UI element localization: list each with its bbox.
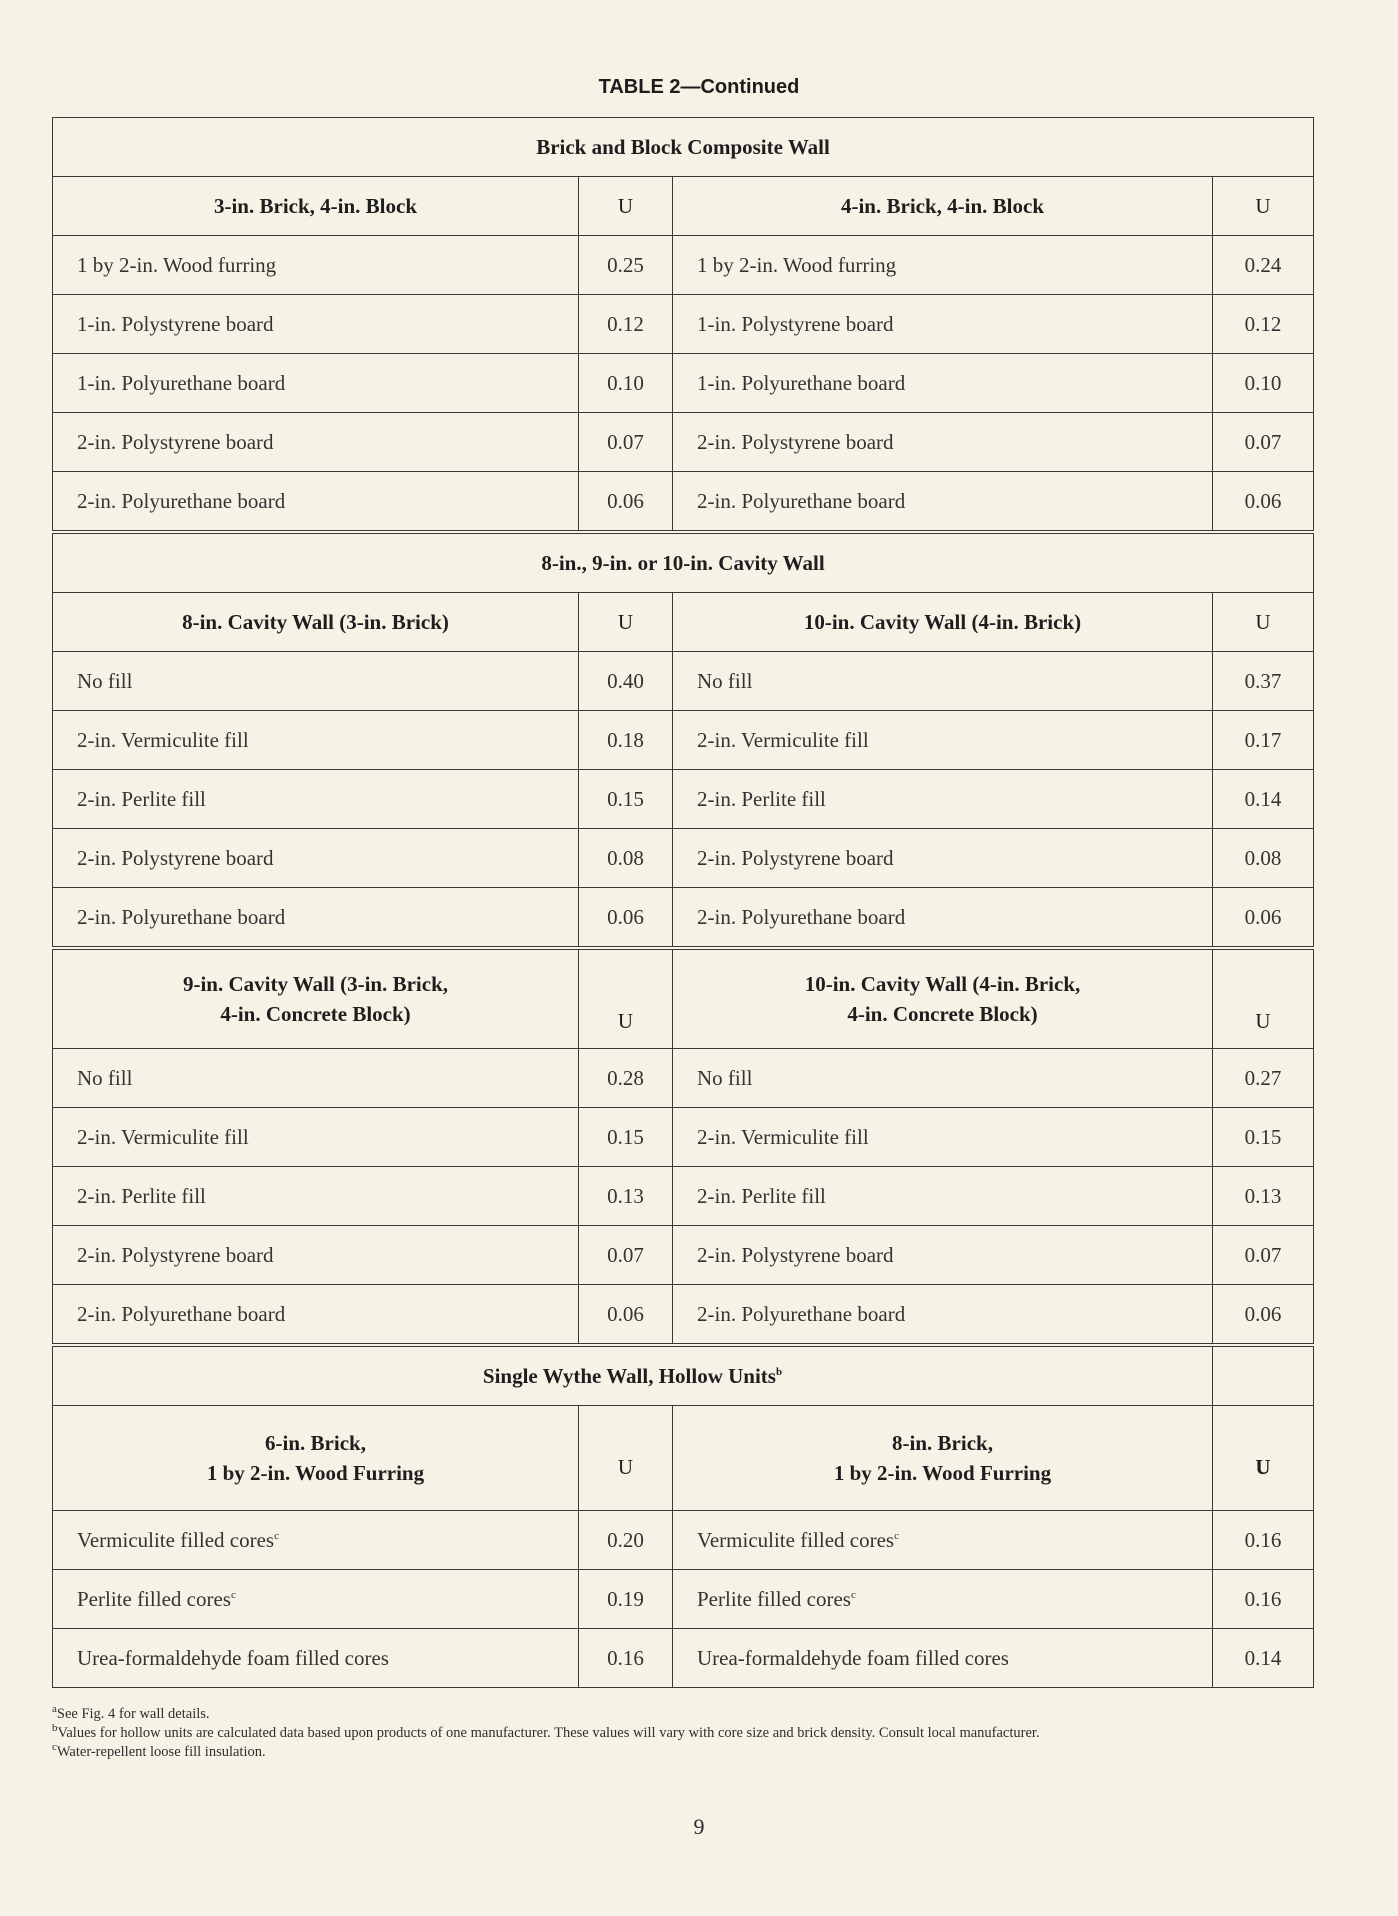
section-title-row [53, 118, 1314, 177]
column-header-row [53, 593, 1314, 652]
right-u-value: 0.12 [1213, 295, 1314, 354]
right-u-value: 0.06 [1213, 888, 1314, 949]
table-row [53, 1629, 1314, 1688]
label-text: Urea-formaldehyde foam filled cores [77, 1645, 389, 1670]
column-header-row [53, 177, 1314, 236]
right-label: 2-in. Vermiculite fill [673, 1108, 1213, 1167]
header-line: 9-in. Cavity Wall (3-in. Brick, [182, 972, 449, 996]
left-column-header: 3-in. Brick, 4-in. Block [53, 177, 579, 236]
table-row [53, 472, 1314, 533]
left-u-value: 0.13 [579, 1167, 673, 1226]
table-row [53, 1167, 1314, 1226]
label-text: Perlite filled cores [77, 1586, 231, 1611]
header-line: 8-in. Brick, [892, 1431, 993, 1455]
left-u-value: 0.40 [579, 652, 673, 711]
left-label: 2-in. Polystyrene board [53, 1226, 579, 1285]
left-u-value: 0.28 [579, 1049, 673, 1108]
right-label: 2-in. Polyurethane board [673, 888, 1213, 949]
page-number: 9 [693, 1814, 705, 1839]
right-u-value: 0.14 [1213, 770, 1314, 829]
table-row [53, 711, 1314, 770]
left-u-value: 0.07 [579, 1226, 673, 1285]
right-label: 1-in. Polyurethane board [673, 354, 1213, 413]
left-label: 1-in. Polystyrene board [53, 295, 579, 354]
footnotes [52, 1705, 1322, 1762]
right-label [673, 1511, 1213, 1570]
left-u-value: 0.08 [579, 829, 673, 888]
footnote-text: Values for hollow units are calculated data based upon products of one manufacturer. These values will vary with core size and brick density. Consult local manufacturer. [57, 1725, 1040, 1741]
label-text: Vermiculite filled cores [77, 1527, 275, 1552]
left-u-value: 0.07 [579, 413, 673, 472]
right-label: 2-in. Polyurethane board [673, 472, 1213, 533]
left-u-value: 0.10 [579, 354, 673, 413]
left-u-value: 0.06 [579, 472, 673, 533]
right-u-value: 0.07 [1213, 413, 1314, 472]
left-u-value: 0.15 [579, 770, 673, 829]
footnote [52, 1705, 1322, 1723]
left-label: 1-in. Polyurethane board [53, 354, 579, 413]
footnote-ref: c [230, 1588, 236, 1601]
footnote-mark: b [52, 1722, 58, 1735]
footnote [52, 1743, 1322, 1761]
right-column-header: 10-in. Cavity Wall (4-in. Brick) [673, 593, 1213, 652]
right-label: No fill [673, 652, 1213, 711]
u-column-header: U [579, 593, 673, 652]
header-line: 1 by 2-in. Wood Furring [206, 1461, 425, 1485]
right-u-value: 0.10 [1213, 354, 1314, 413]
right-u-value: 0.27 [1213, 1049, 1314, 1108]
header-line: 4-in. Concrete Block) [847, 1002, 1038, 1026]
right-u-value: 0.06 [1213, 472, 1314, 533]
label-text: Perlite filled cores [697, 1586, 851, 1611]
left-label: 2-in. Polyurethane board [53, 1285, 579, 1346]
u-column-header: U [1213, 177, 1314, 236]
table-row [53, 295, 1314, 354]
right-label: 2-in. Polystyrene board [673, 413, 1213, 472]
footnote-mark: c [52, 1741, 57, 1754]
footnote-ref: b [775, 1365, 783, 1378]
right-label: 2-in. Perlite fill [673, 770, 1213, 829]
right-u-value: 0.37 [1213, 652, 1314, 711]
left-column-header [53, 948, 579, 1049]
right-column-header [673, 1406, 1213, 1511]
left-label: No fill [53, 652, 579, 711]
left-column-header [53, 1406, 579, 1511]
left-u-value: 0.16 [579, 1629, 673, 1688]
right-u-value: 0.06 [1213, 1285, 1314, 1346]
table-row [53, 829, 1314, 888]
footnote-text: See Fig. 4 for wall details. [56, 1706, 210, 1722]
left-label [53, 1511, 579, 1570]
header-line: 10-in. Cavity Wall (4-in. Brick, [804, 972, 1081, 996]
right-u-value: 0.24 [1213, 236, 1314, 295]
section-title-text: Single Wythe Wall, Hollow Units [482, 1363, 776, 1388]
table-row [53, 1511, 1314, 1570]
left-u-value: 0.19 [579, 1570, 673, 1629]
table-row [53, 1108, 1314, 1167]
right-label: 2-in. Polyurethane board [673, 1285, 1213, 1346]
left-label: No fill [53, 1049, 579, 1108]
right-u-value: 0.07 [1213, 1226, 1314, 1285]
header-line: 1 by 2-in. Wood Furring [833, 1461, 1052, 1485]
section-title-row [53, 532, 1314, 593]
right-label: No fill [673, 1049, 1213, 1108]
left-u-value: 0.12 [579, 295, 673, 354]
empty-cell [1213, 1345, 1314, 1406]
footnote-ref: c [274, 1529, 279, 1542]
u-value-table [52, 117, 1314, 1688]
u-column-header: U [579, 177, 673, 236]
right-u-value: 0.14 [1213, 1629, 1314, 1688]
footnote-ref: c [850, 1588, 856, 1601]
section-title: 8-in., 9-in. or 10-in. Cavity Wall [53, 532, 1314, 593]
section-title: Brick and Block Composite Wall [53, 118, 1314, 177]
table-row [53, 1049, 1314, 1108]
left-u-value: 0.18 [579, 711, 673, 770]
right-label [673, 1570, 1213, 1629]
left-label [53, 1629, 579, 1688]
footnote-ref: c [894, 1529, 899, 1542]
column-header-row [53, 948, 1314, 1049]
u-column-header: U [1213, 593, 1314, 652]
u-column-header: U [1213, 1406, 1314, 1511]
header-line: 6-in. Brick, [265, 1431, 366, 1455]
right-u-value: 0.08 [1213, 829, 1314, 888]
table-row [53, 1570, 1314, 1629]
table-row [53, 413, 1314, 472]
left-u-value: 0.06 [579, 1285, 673, 1346]
right-u-value: 0.16 [1213, 1511, 1314, 1570]
left-u-value: 0.06 [579, 888, 673, 949]
left-label: 2-in. Polyurethane board [53, 472, 579, 533]
left-label: 2-in. Polyurethane board [53, 888, 579, 949]
footnote-text: Water-repellent loose fill insulation. [56, 1744, 266, 1760]
left-label: 1 by 2-in. Wood furring [53, 236, 579, 295]
right-column-header [673, 948, 1213, 1049]
left-u-value: 0.20 [579, 1511, 673, 1570]
left-label: 2-in. Vermiculite fill [53, 1108, 579, 1167]
table-row [53, 236, 1314, 295]
left-u-value: 0.25 [579, 236, 673, 295]
footnote-mark: a [52, 1703, 57, 1716]
right-column-header: 4-in. Brick, 4-in. Block [673, 177, 1213, 236]
left-label [53, 1570, 579, 1629]
right-label: 2-in. Perlite fill [673, 1167, 1213, 1226]
column-header-row [53, 1406, 1314, 1511]
left-label: 2-in. Perlite fill [53, 1167, 579, 1226]
right-u-value: 0.13 [1213, 1167, 1314, 1226]
right-label: 2-in. Polystyrene board [673, 1226, 1213, 1285]
table-row [53, 652, 1314, 711]
section-title-row [53, 1345, 1314, 1406]
right-label: 2-in. Vermiculite fill [673, 711, 1213, 770]
table-row [53, 354, 1314, 413]
u-column-header: U [1213, 948, 1314, 1049]
right-label: 1-in. Polystyrene board [673, 295, 1213, 354]
table-row [53, 1285, 1314, 1346]
section-title [53, 1345, 1213, 1406]
u-column-header: U [579, 1406, 673, 1511]
right-u-value: 0.17 [1213, 711, 1314, 770]
left-label: 2-in. Vermiculite fill [53, 711, 579, 770]
table-row [53, 770, 1314, 829]
header-line: 4-in. Concrete Block) [220, 1002, 411, 1026]
table-row [53, 1226, 1314, 1285]
right-u-value: 0.16 [1213, 1570, 1314, 1629]
left-label: 2-in. Polystyrene board [53, 829, 579, 888]
footnote [52, 1724, 1322, 1742]
right-u-value: 0.15 [1213, 1108, 1314, 1167]
table-row [53, 888, 1314, 949]
left-label: 2-in. Polystyrene board [53, 413, 579, 472]
label-text: Urea-formaldehyde foam filled cores [697, 1645, 1009, 1670]
left-u-value: 0.15 [579, 1108, 673, 1167]
table-caption: TABLE 2—Continued [598, 76, 800, 98]
right-label: 2-in. Polystyrene board [673, 829, 1213, 888]
label-text: Vermiculite filled cores [697, 1527, 895, 1552]
right-label: 1 by 2-in. Wood furring [673, 236, 1213, 295]
left-column-header: 8-in. Cavity Wall (3-in. Brick) [53, 593, 579, 652]
right-label [673, 1629, 1213, 1688]
u-column-header: U [579, 948, 673, 1049]
left-label: 2-in. Perlite fill [53, 770, 579, 829]
